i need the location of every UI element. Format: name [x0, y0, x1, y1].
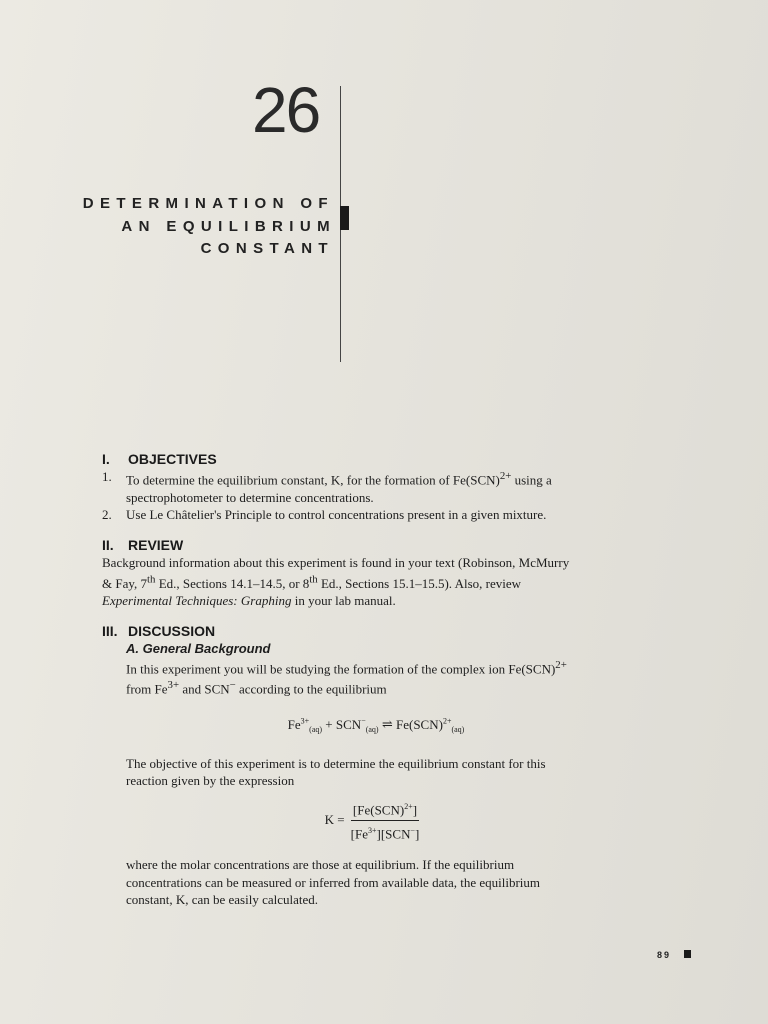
review-text-b: in your lab manual. — [291, 593, 396, 609]
page-number: 89 — [657, 950, 672, 960]
discussion-paragraph-3: where the molar concentrations are those at equilibrium. If the equilibrium concentrations can be measured or inferred from available data, the equilibrium constant, K, can be easily calculated. — [126, 857, 541, 908]
k-denominator: $[Fe^{3+}][SCN^-]$ — [350, 825, 420, 841]
equation-reactant-1-state: (aq) — [309, 725, 323, 735]
equation-reactant-1: $Fe^{3+}$ — [287, 716, 310, 732]
discussion-body — [102, 640, 580, 909]
equation-plus: + — [325, 716, 333, 732]
review-heading — [102, 536, 580, 554]
equilibrium-constant-expression — [126, 798, 580, 843]
body-content — [102, 450, 580, 909]
k-lhs: K = — [324, 812, 345, 828]
list-item-text: To determine the equilibrium constant, K, for the formation of Fe(SCN)$^{2+}$ using a spectrophotometer to determine concentrations. — [126, 470, 552, 505]
review-text-a: Background information about this experiment is found in your text (Robinson, McMurry & Fay, 7th Ed., Sections 14.1–14.5, or 8th Ed., Sections 15.1–15.5). Also, review — [102, 554, 570, 591]
k-numerator: [Fe(SCN)$^{2+}$] — [351, 798, 419, 821]
objectives-heading — [102, 450, 580, 468]
review-paragraph — [102, 554, 580, 610]
chapter-title-line-3: CONSTANT — [200, 240, 334, 257]
list-item-number: 2. — [102, 507, 112, 523]
discussion-heading-num: III. — [102, 622, 118, 639]
equation-product-state: (aq) — [451, 725, 465, 735]
equation-reactant-2-state: (aq) — [365, 725, 379, 735]
chapter-number: 26 — [252, 74, 320, 146]
objectives-heading-text: OBJECTIVES — [128, 451, 217, 467]
equation-product: Fe(SCN)$^{2+}$ — [396, 716, 452, 732]
chapter-title-line-1: DETERMINATION OF — [82, 195, 334, 212]
equation-reactant-2: SCN− — [335, 716, 366, 732]
list-item — [102, 506, 580, 524]
review-heading-num: II. — [102, 536, 114, 553]
page-number-square-icon — [684, 950, 691, 958]
discussion-heading — [102, 622, 580, 640]
equilibrium-arrow-icon: ⇌ — [381, 716, 393, 732]
header-block-marker — [340, 206, 349, 230]
review-heading-text: REVIEW — [128, 536, 184, 553]
subheading-general-background: A. General Background — [126, 640, 271, 656]
discussion-paragraph-2: The objective of this experiment is to determine the equilibrium constant for this reaction given by the expression — [126, 755, 546, 789]
chapter-title-line-2: AN EQUILIBRIUM — [121, 218, 336, 235]
equilibrium-equation — [126, 712, 580, 738]
list-item — [102, 468, 580, 506]
objectives-list — [102, 468, 580, 524]
list-item-number: 1. — [102, 469, 112, 484]
k-fraction — [349, 798, 422, 843]
discussion-heading-text: DISCUSSION — [128, 622, 216, 639]
objectives-heading-num: I. — [102, 451, 110, 467]
list-item-text: Use Le Châtelier's Principle to control concentrations present in a given mixture. — [126, 507, 547, 523]
discussion-paragraph-1: In this experiment you will be studying the formation of the complex ion Fe(SCN)$^{2+}$ from $Fe^{3+}$ and SCN− according to the equilibrium — [126, 658, 567, 697]
review-emphasis: Experimental Techniques: Graphing — [102, 593, 292, 609]
